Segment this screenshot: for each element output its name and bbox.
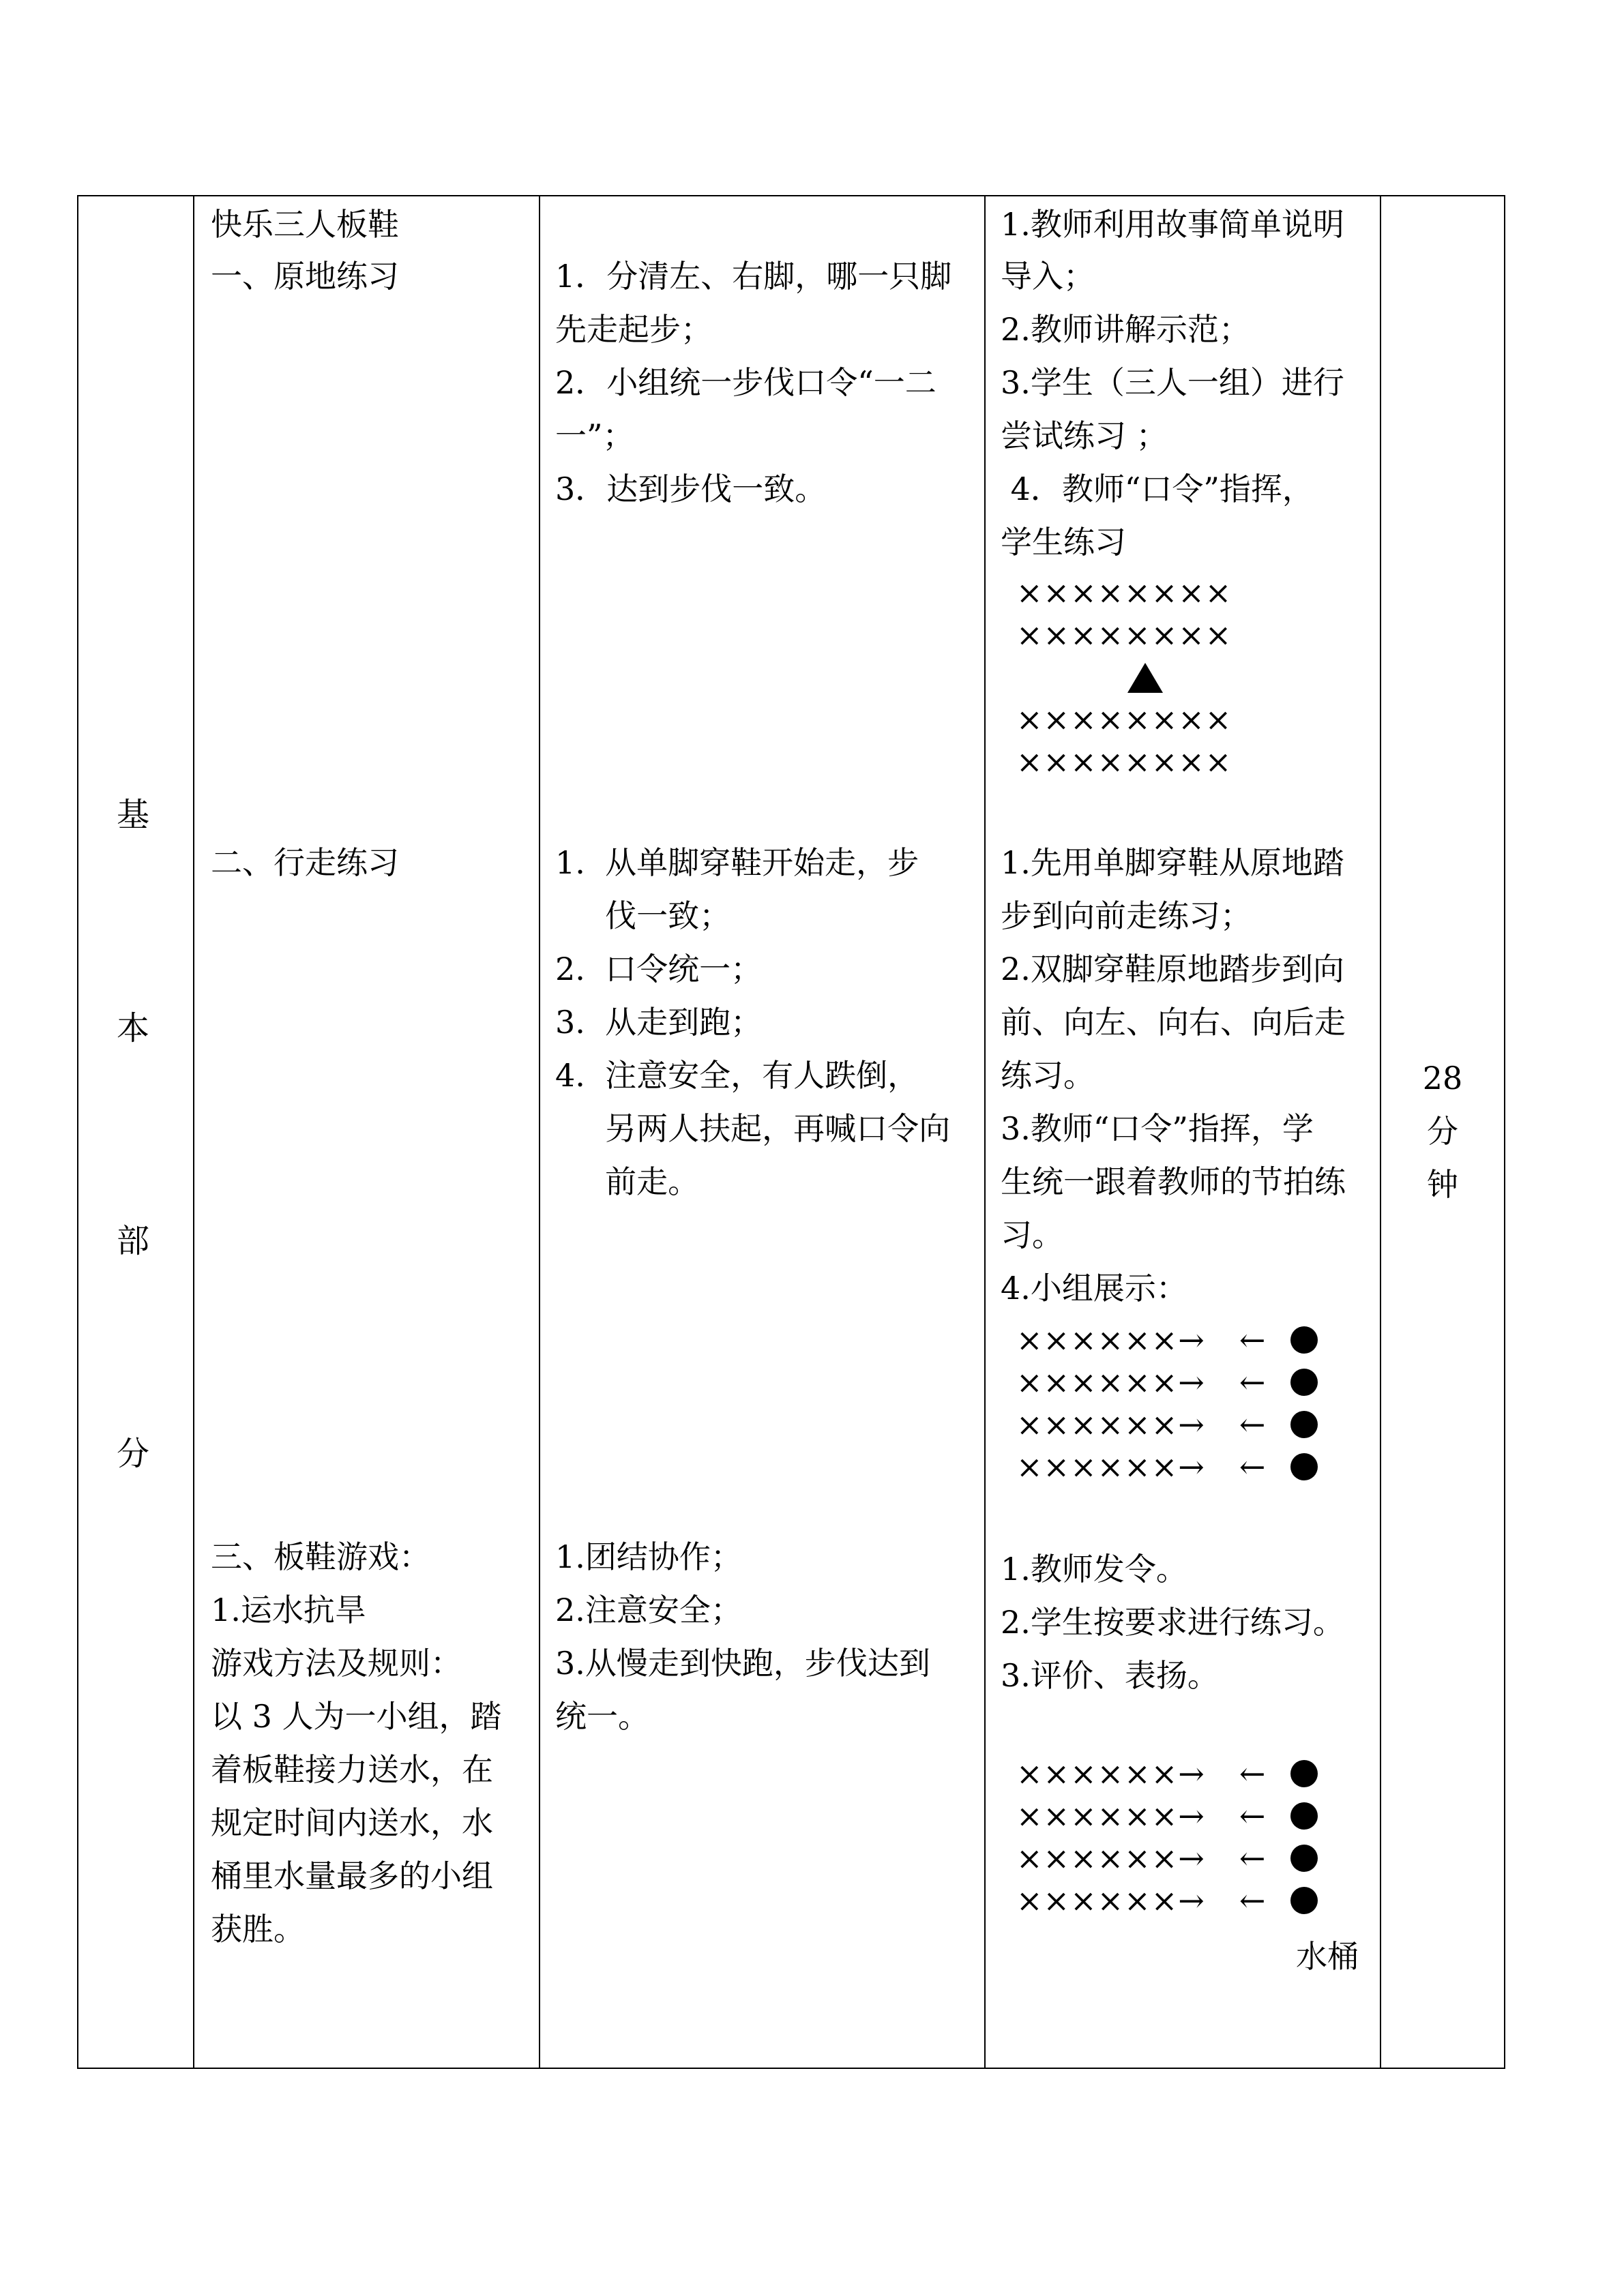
- method-line: 前、向左、向右、向后走: [1001, 1004, 1346, 1041]
- method-line: 1.教师利用故事简单说明: [1001, 206, 1344, 243]
- return-arrow: ←: [1239, 1840, 1267, 1877]
- bucket-label: 水桶: [1296, 1938, 1359, 1975]
- requirement-line: 1.团结协作；: [555, 1538, 742, 1575]
- duration-unit-2: 钟: [1427, 1166, 1458, 1203]
- bucket-dot-icon: [1290, 1845, 1318, 1872]
- formation-row: ××××××××: [1016, 574, 1232, 611]
- section-char-4: 分: [116, 1435, 149, 1473]
- method-line: 2.双脚穿鞋原地踏步到向: [1001, 951, 1344, 987]
- method-line: 3.教师“口令”指挥，学: [1001, 1110, 1314, 1147]
- relay-row: [1016, 1753, 1318, 1795]
- relay-row: [1016, 1319, 1318, 1361]
- bucket-dot-icon: [1290, 1453, 1318, 1480]
- duration-unit-1: 分: [1427, 1113, 1458, 1150]
- method-line: 4．教师“口令”指挥，: [1001, 471, 1314, 507]
- return-arrow: ←: [1239, 1406, 1267, 1443]
- requirement-line: 2.注意安全；: [555, 1592, 742, 1628]
- content-part-2: 二、行走练习: [211, 844, 399, 881]
- return-arrow: ←: [1239, 1882, 1267, 1919]
- requirement-line: 统一。: [555, 1698, 649, 1735]
- requirement-line: 先走起步；: [555, 311, 712, 348]
- bucket-dot-icon: [1290, 1411, 1318, 1438]
- requirement-line: 1．分清左、右脚，哪一只脚: [555, 258, 952, 295]
- requirement-line: 3．达到步伐一致。: [555, 471, 827, 507]
- method-line: 导入；: [1001, 258, 1095, 295]
- content-rules-line: 获胜。: [211, 1911, 305, 1948]
- formation-row: ××××××××: [1016, 743, 1232, 780]
- return-arrow: ←: [1239, 1322, 1267, 1358]
- teacher-triangle-icon: [1127, 663, 1163, 693]
- relay-team: ××××××→: [1016, 1364, 1205, 1401]
- relay-team: ××××××→: [1016, 1755, 1205, 1792]
- relay-row: [1016, 1403, 1318, 1446]
- method-line: 练习。: [1001, 1057, 1095, 1094]
- method-line: 3.评价、表扬。: [1001, 1657, 1219, 1694]
- method-line: 2.教师讲解示范；: [1001, 311, 1250, 348]
- column-divider-2: [539, 195, 540, 2069]
- method-line: 生统一跟着教师的节拍练: [1001, 1163, 1346, 1200]
- formation-row: ××××××××: [1016, 616, 1232, 653]
- requirement-line: 4. 注意安全，有人跌倒，: [555, 1057, 919, 1094]
- duration-value: 28: [1422, 1060, 1463, 1097]
- content-rules-line: 桶里水量最多的小组: [211, 1858, 493, 1894]
- relay-team: ××××××→: [1016, 1882, 1205, 1919]
- column-divider-1: [193, 195, 194, 2069]
- relay-row: [1016, 1879, 1318, 1922]
- requirement-line: 1. 从单脚穿鞋开始走，步: [555, 844, 919, 881]
- relay-team: ××××××→: [1016, 1448, 1205, 1485]
- method-line: 3.学生（三人一组）进行: [1001, 364, 1344, 401]
- return-arrow: ←: [1239, 1364, 1267, 1401]
- relay-team: ××××××→: [1016, 1798, 1205, 1834]
- content-title: 快乐三人板鞋: [211, 206, 399, 243]
- relay-team: ××××××→: [1016, 1406, 1205, 1443]
- method-line: 1.先用单脚穿鞋从原地踏: [1001, 844, 1344, 881]
- bucket-dot-icon: [1290, 1802, 1318, 1830]
- content-part-1: 一、原地练习: [211, 258, 399, 295]
- relay-row: [1016, 1446, 1318, 1488]
- content-rules-title: 游戏方法及规则：: [211, 1645, 462, 1682]
- bucket-dot-icon: [1290, 1369, 1318, 1396]
- content-part-3: 三、板鞋游戏：: [211, 1538, 430, 1575]
- relay-row: [1016, 1361, 1318, 1403]
- method-line: 1.教师发令。: [1001, 1551, 1187, 1587]
- bucket-dot-icon: [1290, 1760, 1318, 1787]
- bucket-dot-icon: [1290, 1326, 1318, 1354]
- relay-team: ××××××→: [1016, 1322, 1205, 1358]
- requirement-line: 2. 口令统一；: [555, 951, 763, 987]
- requirement-line: 伐一致；: [555, 897, 731, 934]
- requirement-line: 3. 从走到跑；: [555, 1004, 763, 1041]
- method-line: 学生练习: [1001, 524, 1126, 561]
- content-rules-line: 着板鞋接力送水，在: [211, 1751, 493, 1788]
- method-line: 尝试练习 ；: [1001, 417, 1168, 454]
- method-line: 习。: [1001, 1217, 1063, 1253]
- return-arrow: ←: [1239, 1448, 1267, 1485]
- column-divider-3: [984, 195, 986, 2069]
- bucket-dot-icon: [1290, 1887, 1318, 1914]
- requirement-line: 3.从慢走到快跑，步伐达到: [555, 1645, 930, 1682]
- content-rules-line: 规定时间内送水，水: [211, 1804, 493, 1841]
- section-char-2: 本: [116, 1009, 149, 1047]
- section-char-3: 部: [116, 1222, 149, 1260]
- relay-team: ××××××→: [1016, 1840, 1205, 1877]
- requirement-line: 一”；: [555, 417, 634, 454]
- method-line: 步到向前走练习；: [1001, 897, 1252, 934]
- formation-row: ××××××××: [1016, 701, 1232, 738]
- content-game-name: 1.运水抗旱: [211, 1592, 366, 1628]
- requirement-line: 另两人扶起，再喊口令向: [555, 1110, 951, 1147]
- section-char-1: 基: [116, 796, 149, 834]
- requirement-line: 2．小组统一步伐口令“一二: [555, 364, 936, 401]
- return-arrow: ←: [1239, 1798, 1267, 1834]
- method-line: 2.学生按要求进行练习。: [1001, 1604, 1344, 1641]
- method-line: 4.小组展示：: [1001, 1270, 1187, 1307]
- relay-row: [1016, 1837, 1318, 1879]
- requirement-line: 前走。: [555, 1163, 700, 1200]
- return-arrow: ←: [1239, 1755, 1267, 1792]
- content-rules-line: 以 3 人为一小组，踏: [211, 1698, 502, 1735]
- relay-row: [1016, 1795, 1318, 1837]
